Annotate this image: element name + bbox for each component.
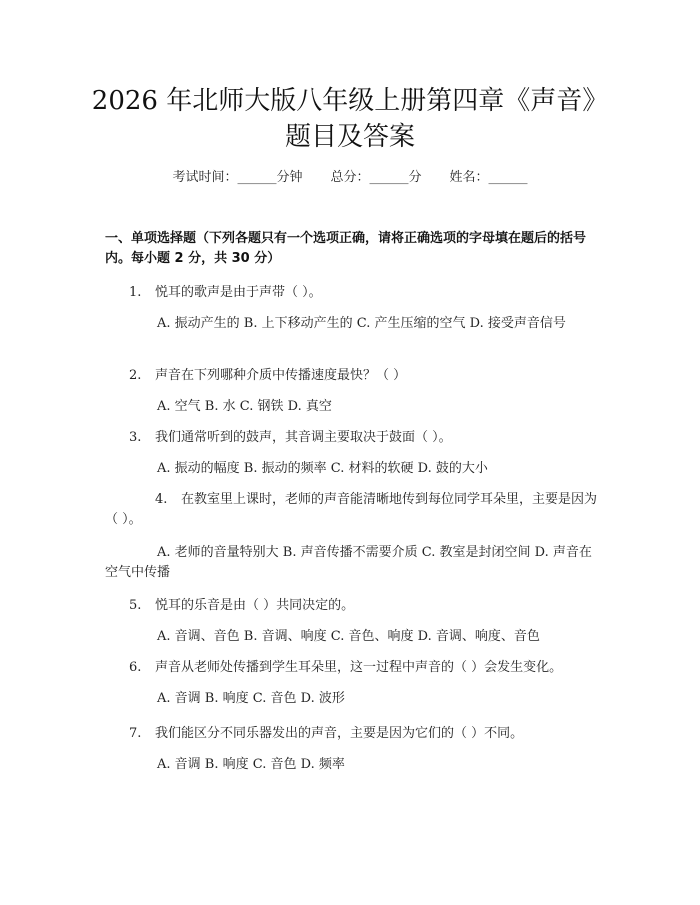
question-stem: 悦耳的歌声是由于声带（ ）。 bbox=[155, 285, 322, 300]
document-title-line-2: 题目及答案 bbox=[284, 122, 415, 152]
exam-time-field: 考试时间：______分钟 bbox=[172, 170, 303, 185]
question-2 bbox=[105, 366, 597, 386]
question-5-options: A. 音调、音色 B. 音调、响度 C. 音色、响度 D. 音调、响度、音色 bbox=[157, 629, 540, 644]
question-7-options: A. 音调 B. 响度 C. 音色 D. 频率 bbox=[157, 757, 345, 772]
question-7 bbox=[105, 724, 597, 744]
question-1-options: A. 振动产生的 B. 上下移动产生的 C. 产生压缩的空气 D. 接受声音信号 bbox=[157, 316, 566, 331]
question-5 bbox=[105, 596, 597, 616]
question-4 bbox=[105, 490, 597, 530]
question-number: 5. bbox=[129, 598, 142, 613]
total-score-field: 总分：______分 bbox=[330, 170, 422, 185]
question-number: 3. bbox=[129, 430, 142, 445]
question-number: 6. bbox=[129, 660, 142, 675]
question-3-options: A. 振动的幅度 B. 振动的频率 C. 材料的软硬 D. 鼓的大小 bbox=[157, 461, 488, 476]
exam-info-line bbox=[0, 168, 700, 188]
question-stem: 在教室里上课时，老师的声音能清晰地传到每位同学耳朵里，主要是因为（ ）。 bbox=[105, 492, 598, 527]
question-6-options: A. 音调 B. 响度 C. 音色 D. 波形 bbox=[157, 691, 345, 706]
question-number: 1. bbox=[129, 285, 142, 300]
question-stem: 悦耳的乐音是由（ ）共同决定的。 bbox=[155, 598, 355, 613]
section-heading-single-choice: 一、单项选择题（下列各题只有一个选项正确，请将正确选项的字母填在题后的括号内。每小题 2 分，共 30 分） bbox=[105, 231, 587, 266]
question-number: 4. bbox=[155, 492, 168, 507]
document-title-line-1: 2026 年北师大版八年级上册第四章《声音》 bbox=[91, 86, 609, 116]
question-stem: 声音从老师处传播到学生耳朵里，这一过程中声音的（ ）会发生变化。 bbox=[155, 660, 563, 675]
question-number: 7. bbox=[129, 726, 142, 741]
question-1 bbox=[105, 283, 597, 303]
question-stem: 我们能区分不同乐器发出的声音，主要是因为它们的（ ）不同。 bbox=[155, 726, 524, 741]
question-stem: 我们通常听到的鼓声，其音调主要取决于鼓面（ ）。 bbox=[155, 430, 452, 445]
question-number: 2. bbox=[129, 368, 142, 383]
question-4-options: A. 老师的音量特别大 B. 声音传播不需要介质 C. 教室是封闭空间 D. 声音在空气中传播 bbox=[105, 545, 592, 580]
question-2-options: A. 空气 B. 水 C. 钢铁 D. 真空 bbox=[157, 399, 332, 414]
question-6 bbox=[105, 658, 597, 678]
student-name-field: 姓名：______ bbox=[449, 170, 528, 185]
question-stem: 声音在下列哪种介质中传播速度最快？（ ） bbox=[155, 368, 407, 383]
question-3 bbox=[105, 428, 597, 448]
